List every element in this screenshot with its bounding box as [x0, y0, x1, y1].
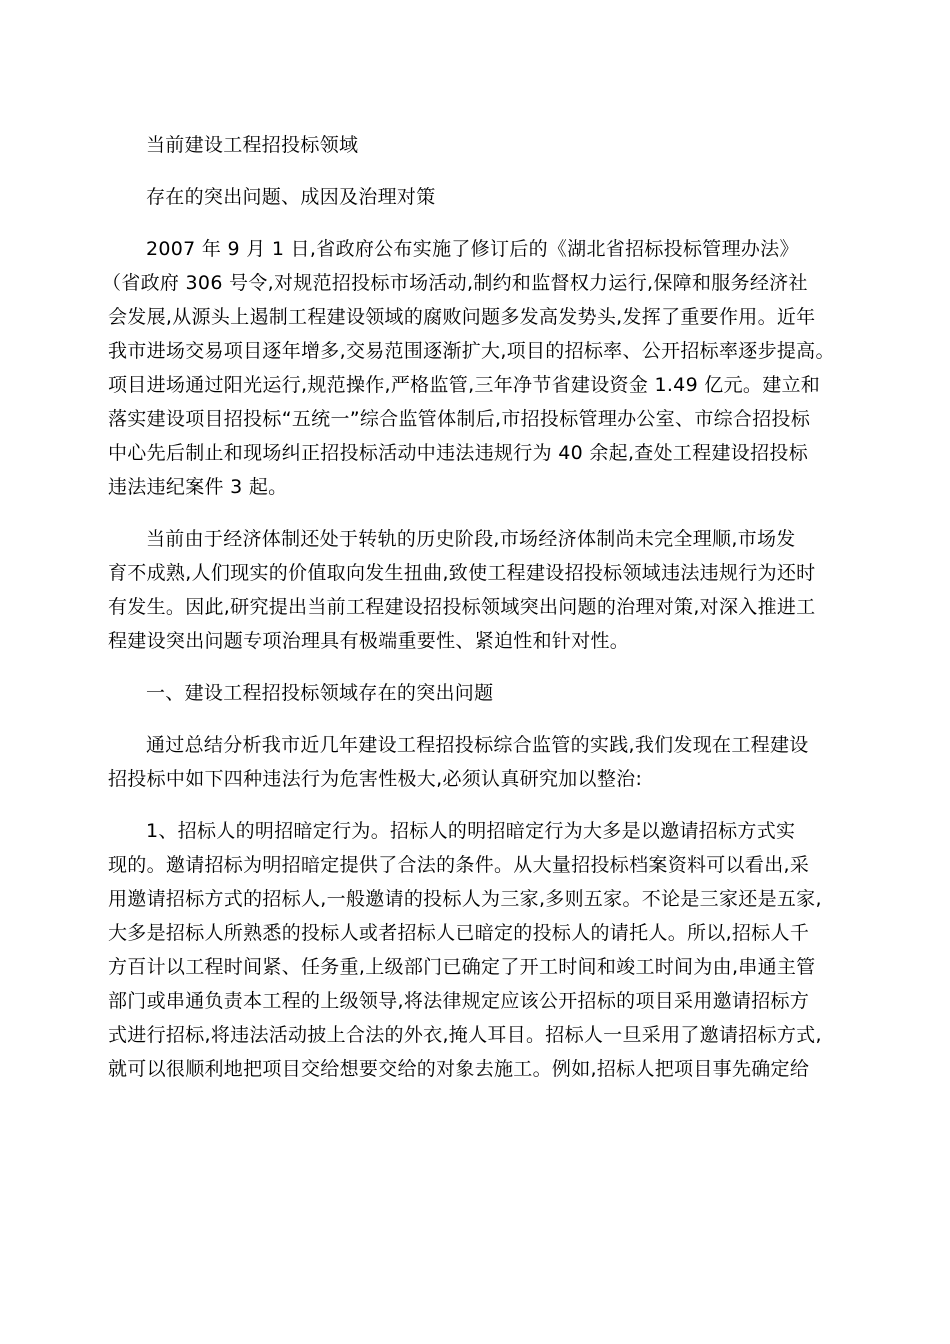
paragraph-3: [108, 728, 863, 796]
paragraph-line: 项目进场通过阳光运行,规范操作,严格监管,三年净节省建设资金 1.49 亿元。建立和: [108, 374, 821, 396]
paragraph-line: 有发生。因此,研究提出当前工程建设招投标领域突出问题的治理对策,对深入推进工: [108, 596, 816, 618]
paragraph-line: 就可以很顺利地把项目交给想要交给的对象去施工。例如,招标人把项目事先确定给: [108, 1058, 810, 1080]
paragraph-line: 1、招标人的明招暗定行为。招标人的明招暗定行为大多是以邀请招标方式实: [146, 820, 796, 842]
paragraph-line: 当前由于经济体制还处于转轨的历史阶段,市场经济体制尚未完全理顺,市场发: [146, 528, 796, 550]
paragraph-2: [108, 522, 863, 658]
paragraph-line: 2007 年 9 月 1 日,省政府公布实施了修订后的《湖北省招标投标管理办法》: [146, 238, 799, 260]
paragraph-line: 用邀请招标方式的招标人,一般邀请的投标人为三家,多则五家。不论是三家还是五家,: [108, 888, 822, 910]
paragraph-line: 部门或串通负责本工程的上级领导,将法律规定应该公开招标的项目采用邀请招标方: [108, 990, 810, 1012]
paragraph-line: 程建设突出问题专项治理具有极端重要性、紧迫性和针对性。: [108, 630, 630, 652]
paragraph-line: 式进行招标,将违法活动披上合法的外衣,掩人耳目。招标人一旦采用了邀请招标方式,: [108, 1024, 822, 1046]
paragraph-line: 现的。邀请招标为明招暗定提供了合法的条件。从大量招投标档案资料可以看出,采: [108, 854, 810, 876]
paragraph-line: 通过总结分析我市近几年建设工程招投标综合监管的实践,我们发现在工程建设: [146, 734, 809, 756]
title-line-2: 存在的突出问题、成因及治理对策: [146, 186, 436, 208]
paragraph-line: 违法违纪案件 3 起。: [108, 476, 288, 498]
section-heading-1: 一、建设工程招投标领域存在的突出问题: [146, 682, 494, 704]
title-line-1: 当前建设工程招投标领域: [146, 134, 359, 156]
paragraph-line: 我市进场交易项目逐年增多,交易范围逐渐扩大,项目的招标率、公开招标率逐步提高。: [108, 340, 835, 362]
document-page: [102, 128, 863, 1086]
paragraph-line: 大多是招标人所熟悉的投标人或者招标人已暗定的投标人的请托人。所以,招标人千: [108, 922, 810, 944]
paragraph-line: 方百计以工程时间紧、任务重,上级部门已确定了开工时间和竣工时间为由,串通主管: [108, 956, 816, 978]
paragraph-line: 落实建设项目招投标“五统一”综合监管体制后,市招投标管理办公室、市综合招投标: [108, 408, 811, 430]
paragraph-4: [108, 814, 863, 1086]
paragraph-line: 育不成熟,人们现实的价值取向发生扭曲,致使工程建设招投标领域违法违规行为还时: [108, 562, 816, 584]
paragraph-line: 中心先后制止和现场纠正招投标活动中违法违规行为 40 余起,查处工程建设招投标: [108, 442, 808, 464]
paragraph-line: 会发展,从源头上遏制工程建设领域的腐败问题多发高发势头,发挥了重要作用。近年: [108, 306, 816, 328]
paragraph-1: [102, 232, 863, 504]
paragraph-line: 招投标中如下四种违法行为危害性极大,必须认真研究加以整治:: [108, 768, 643, 790]
paragraph-line: （省政府 306 号令,对规范招投标市场活动,制约和监督权力运行,保障和服务经济社: [102, 272, 808, 294]
